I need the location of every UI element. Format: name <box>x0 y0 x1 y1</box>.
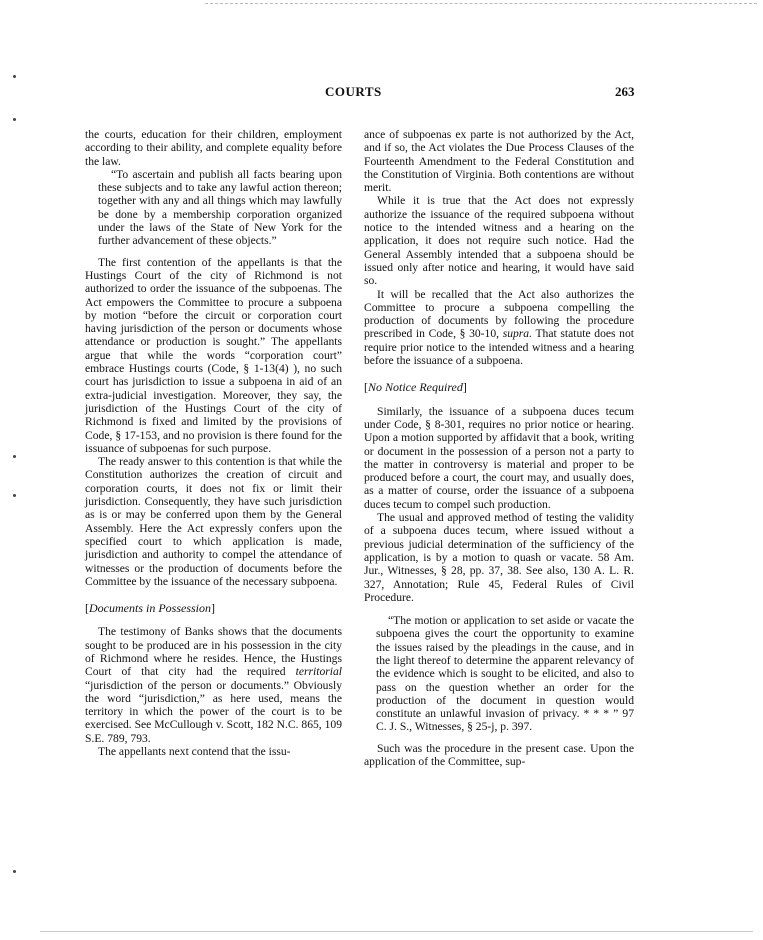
running-head: COURTS <box>325 84 382 99</box>
scan-speck <box>13 494 16 497</box>
section-heading: [Documents in Possession] <box>85 601 215 616</box>
left-column <box>85 128 342 758</box>
block-quote: “The motion or application to set aside or vacate the subpoena gives the court the opportunity to examine the issues raised by the pleadings in the cause, and in the light thereof to determine the apparent relevancy of the evidence which is sought to be elicited, and also to pass on the question whether an order for the production of the document in question would constitute an unlawful invasion of privacy. * * * ” 97 C. J. S., Witnesses, § 25-j, p. 397. <box>376 614 634 734</box>
paragraph: The ready answer to this contention is that while the Constitution authorizes the creation of circuit and corporation courts, it does not fix or limit their jurisdiction. Consequently, they have such jurisdiction as is or may be conferred upon them by the General Assembly. Here the Act expressly confers upon the specified court to which application is made, jurisdiction and authority to compel the attendance of witnesses or the production of documents before the Committee by the issuance of the necessary subpoena. <box>85 455 342 588</box>
block-quote: “To ascertain and publish all facts bearing upon these subjects and to take any lawful action thereon; together with any and all things which may lawfully be done by a membership corporation organized under the laws of the State of New York for the further advancement of these objects.” <box>98 167 342 248</box>
paragraph: ance of subpoenas ex parte is not authorized by the Act, and if so, the Act violates the Due Process Clauses of the Fourteenth Amendment to the Federal Constitution and the Constitution of Virginia. Both contentions are without merit. <box>364 128 634 195</box>
paragraph: The first contention of the appellants is that the Hustings Court of the city of Richmond is not authorized to order the issuance of the subpoenas. The Act empowers the Committee to procure a subpoena by motion “before the circuit or corporation court having jurisdiction of the person or documents whose attendance or production is sought.” The appellants argue that while the words “corporation court” embrace Hustings courts (Code, § 1-13(4) ), no such court has jurisdiction to issue a subpoena in aid of an extra-judicial investigation. Moreover, they say, the jurisdiction of the Hustings Court of the city of Richmond is fixed and limited by the provisions of Code, § 17-153, and no provision is there found for the issuance of subpoenas for such purpose. <box>85 255 342 455</box>
paragraph: While it is true that the Act does not expressly authorize the issuance of the required subpoena without notice to the intended witness and a hearing on the application, it does not require such notice. Had the General Assembly intended that a subpoena should be issued only after notice and hearing, it would have said so. <box>364 194 634 288</box>
paragraph: The usual and approved method of testing the validity of a subpoena duces tecum, where issued without a previous judicial determination of the sufficiency of the application, is by a motion to quash or vacate. 58 Am. Jur., Witnesses, § 28, pp. 37, 38. See also, 130 A. L. R. 327, Annotation; Rule 45, Federal Rules of Civil Procedure. <box>364 511 634 604</box>
scan-speck <box>13 870 16 873</box>
paragraph: The testimony of Banks shows that the documents sought to be produced are in his possession in the city of Richmond where he resides. Hence, the Hustings Court of that city had the required territorial “jurisdiction of the person or documents.” Obviously the word “jurisdiction,” as here used, means the territory in which the power of the court is to be exercised. See McCullough v. Scott, 182 N.C. 865, 109 S.E. 789, 793. <box>85 625 342 745</box>
top-scan-edge <box>205 3 757 4</box>
scan-speck <box>13 455 16 458</box>
scan-speck <box>13 118 16 121</box>
paragraph: Similarly, the issuance of a subpoena duces tecum under Code, § 8-301, requires no prior notice or hearing. Upon a motion supported by affidavit that a book, writing or document in the possession of a person not a party to the matter in controversy is material and proper to be produced before a court, the court may, and usually does, as a matter of course, order the issuance of a subpoena duces tecum to compel such production. <box>364 404 634 511</box>
section-heading: [No Notice Required] <box>364 380 467 395</box>
page-number: 263 <box>615 84 635 99</box>
scan-speck <box>13 75 16 78</box>
page-header <box>0 84 763 104</box>
paragraph: the courts, education for their children, employment according to their ability, and complete equality before the law. <box>85 128 342 168</box>
right-column <box>364 128 634 768</box>
paragraph: The appellants next contend that the issu- <box>98 745 291 759</box>
bottom-scan-edge <box>40 931 753 932</box>
paragraph: Such was the procedure in the present case. Upon the application of the Committee, sup- <box>364 741 634 769</box>
paragraph: It will be recalled that the Act also authorizes the Committee to procure a subpoena compelling the production of documents by following the procedure prescribed in Code, § 30-10, supra. That statute does not require prior notice to the intended witness and a hearing before the issuance of a subpoena. <box>364 287 634 368</box>
